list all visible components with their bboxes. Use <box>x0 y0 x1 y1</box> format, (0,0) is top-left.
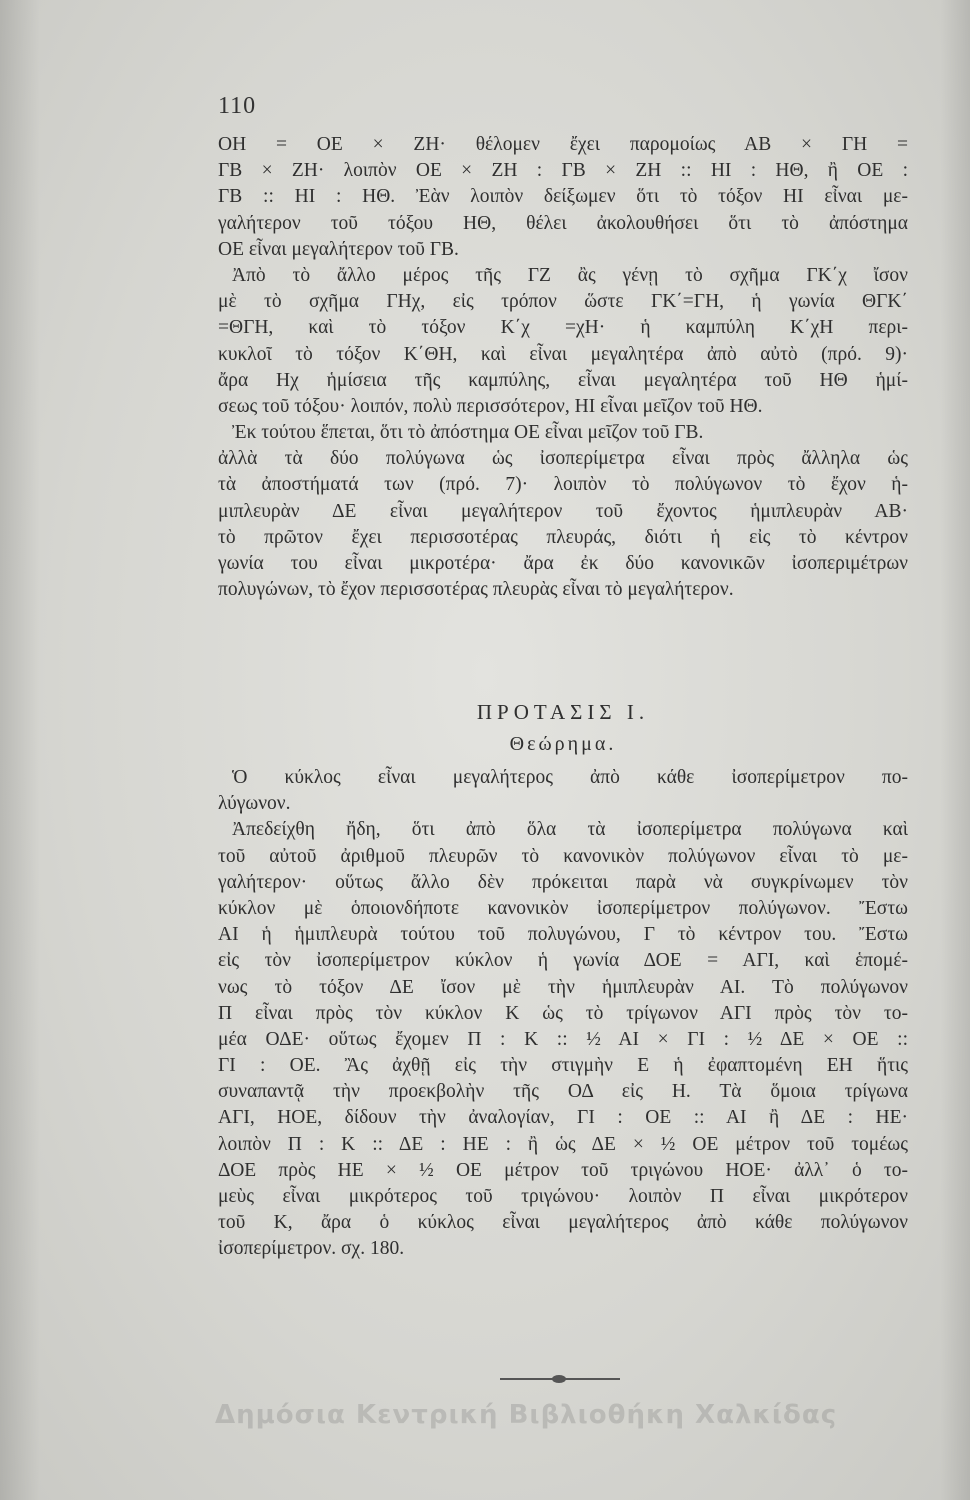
text-line: τοῦ αὐτοῦ ἀριθμοῦ πλευρῶν τὸ κανονικὸν πολύγωνον εἶναι τὸ με- <box>218 845 908 867</box>
text-line: νως τὸ τόξον ΔΕ ἴσον μὲ τὴν ἡμιπλευρὰν ΑΙ. Τὸ πολύγωνον <box>218 976 908 998</box>
text-line: Π εἶναι πρὸς τὸν κύκλον Κ ὡς τὸ τρίγωνον ΑΓΙ πρὸς τὸν το- <box>218 1002 908 1024</box>
body-text-bottom <box>218 765 908 1263</box>
text-line: ΓΒ :: ΗΙ : ΗΘ. Ἐὰν λοιπὸν δείξωμεν ὅτι τὸ τόξον ΗΙ εἶναι με- <box>218 186 908 208</box>
page-number: 110 <box>218 93 257 119</box>
text-line: σεως τοῦ τόξου· λοιπόν, πολὺ περισσότερον, ΗΙ εἶναι μεῖζον τοῦ ΗΘ. <box>218 395 763 417</box>
text-line: τοῦ Κ, ἄρα ὁ κύκλος εἶναι μεγαλήτερος ἀπὸ κάθε πολύγωνον <box>218 1212 908 1234</box>
text-line: ἰσοπερίμετρον. σχ. 180. <box>218 1238 405 1260</box>
text-line: συναπαντᾷ τὴν προεκβολὴν τῆς ΟΔ εἰς Η. Τὰ ὅμοια τρίγωνα <box>218 1081 908 1103</box>
text-line: Ἀπὸ τὸ ἄλλο μέρος τῆς ΓΖ ἂς γένῃ τὸ σχῆμα ΓΚ΄χ ἴσον <box>232 264 908 286</box>
text-line: ἄρα Ηχ ἡμίσεια τῆς καμπύλης, εἶναι μεγαλητέρα τοῦ ΗΘ ἡμί- <box>218 369 908 391</box>
text-line: ΓΒ × ΖΗ· λοιπὸν ΟΕ × ΖΗ : ΓΒ × ΖΗ :: ΗΙ : ΗΘ, ἢ ΟΕ : <box>218 160 908 182</box>
text-line: ΑΓΙ, ΗΟΕ, δίδουν τὴν ἀναλογίαν, ΓΙ : ΟΕ :: ΑΙ ἢ ΔΕ : ΗΕ· <box>218 1107 908 1129</box>
text-line: τὸ πρῶτον ἔχει περισσοτέρας πλευράς, διότι ἡ εἰς τὸ κέντρον <box>218 526 908 548</box>
page-edge-shadow-right <box>940 0 970 1500</box>
text-line: ἀλλὰ τὰ δύο πολύγωνα ὡς ἰσοπερίμετρα εἶναι πρὸς ἄλληλα ὡς <box>218 448 908 470</box>
text-line: λοιπὸν Π : Κ :: ΔΕ : ΗΕ : ἢ ὡς ΔΕ × ½ ΟΕ μέτρον τοῦ τομέως <box>218 1133 908 1155</box>
text-line: ΟΕ εἶναι μεγαλήτερον τοῦ ΓΒ. <box>218 238 459 260</box>
text-line: =ΘΓΗ, καὶ τὸ τόξον Κ΄χ =χΗ· ἡ καμπύλη Κ΄χΗ περι- <box>218 317 908 339</box>
text-line: μιπλευρὰν ΔΕ εἶναι μεγαλήτερον τοῦ ἔχοντος ἡμιπλευρὰν ΑΒ· <box>218 500 908 522</box>
text-line: εἰς τὸν ἰσοπερίμετρον κύκλον ἡ γωνία ΔΟΕ = ΑΓΙ, καὶ ἑπομέ- <box>218 950 908 972</box>
text-line: τὰ ἀποστήματά των (πρό. 7)· λοιπὸν τὸ πολύγωνον τὸ ἔχον ἡ- <box>218 474 908 496</box>
text-line: ΑΙ ἡ ἡμιπλευρὰ τούτου τοῦ πολυγώνου, Γ τὸ κέντρον του. Ἔστω <box>218 924 908 946</box>
theorem-heading: Θεώρημα. <box>509 733 617 755</box>
body-text-top <box>218 132 908 603</box>
text-line: ΔΟΕ πρὸς ΗΕ × ½ ΟΕ μέτρον τοῦ τριγώνου ΗΟΕ· ἀλλ᾽ ὁ το- <box>218 1159 908 1181</box>
text-line: Ὁ κύκλος εἶναι μεγαλήτερος ἀπὸ κάθε ἰσοπερίμετρον πο- <box>232 767 908 788</box>
text-line: κυκλοῖ τὸ τόξον Κ΄ΘΗ, καὶ εἶναι μεγαλητέρα ἀπὸ αὐτὸ (πρό. 9)· <box>218 343 908 365</box>
text-line: μεὺς εἶναι μικρότερος τοῦ τριγώνου· λοιπὸν Π εἶναι μικρότερον <box>218 1186 908 1207</box>
text-line: πολυγώνων, τὸ ἔχον περισσοτέρας πλευρὰς εἶναι τὸ μεγαλήτερον. <box>218 579 734 601</box>
text-line: γωνία του εἶναι μικροτέρα· ἄρα ἐκ δύο κανονικῶν ἰσοπεριμέτρων <box>218 553 908 574</box>
text-line: μέα ΟΔΕ· οὕτως ἔχομεν Π : Κ :: ½ ΑΙ × ΓΙ : ½ ΔΕ × ΟΕ :: <box>218 1028 908 1050</box>
text-line: κύκλον μὲ ὁποιονδήποτε κανονικὸν ἰσοπερίμετρον πολύγωνον. Ἔστω <box>218 897 908 919</box>
text-line: Ἐκ τούτου ἕπεται, ὅτι τὸ ἀπόστημα ΟΕ εἶναι μεῖζον τοῦ ΓΒ. <box>232 422 704 444</box>
text-line: Ἀπεδείχθη ἤδη, ὅτι ἀπὸ ὅλα τὰ ἰσοπερίμετρα πολύγωνα καὶ <box>232 819 908 841</box>
page-edge-shadow-left <box>0 0 40 1500</box>
text-line: ΓΙ : ΟΕ. Ἂς ἀχθῇ εἰς τὴν στιγμὴν Ε ἡ ἐφαπτομένη ΕΗ ἥτις <box>218 1055 908 1077</box>
end-ornament-rule <box>500 1378 620 1380</box>
library-watermark: Δημόσια Κεντρική Βιβλιοθήκη Χαλκίδας <box>215 1400 838 1430</box>
proposition-heading: ΠΡΟΤΑΣΙΣ Ι. <box>476 700 650 724</box>
text-line: γαλήτερον τοῦ τόξου ΗΘ, θέλει ἀκολουθήσει ὅτι τὸ ἀπόστημα <box>218 212 908 234</box>
text-line: ΟΗ = ΟΕ × ΖΗ· θέλομεν ἔχει παρομοίως ΑΒ × ΓΗ = <box>218 134 908 155</box>
text-line: γαλήτερον· οὕτως ἄλλο δὲν πρόκειται παρὰ νὰ συγκρίνωμεν τὸν <box>218 871 908 893</box>
text-line: μὲ τὸ σχῆμα ΓΗχ, εἰς τρόπον ὥστε ΓΚ΄=ΓΗ, ἡ γωνία ΘΓΚ΄ <box>218 291 908 313</box>
text-line: λύγωνον. <box>218 793 291 815</box>
